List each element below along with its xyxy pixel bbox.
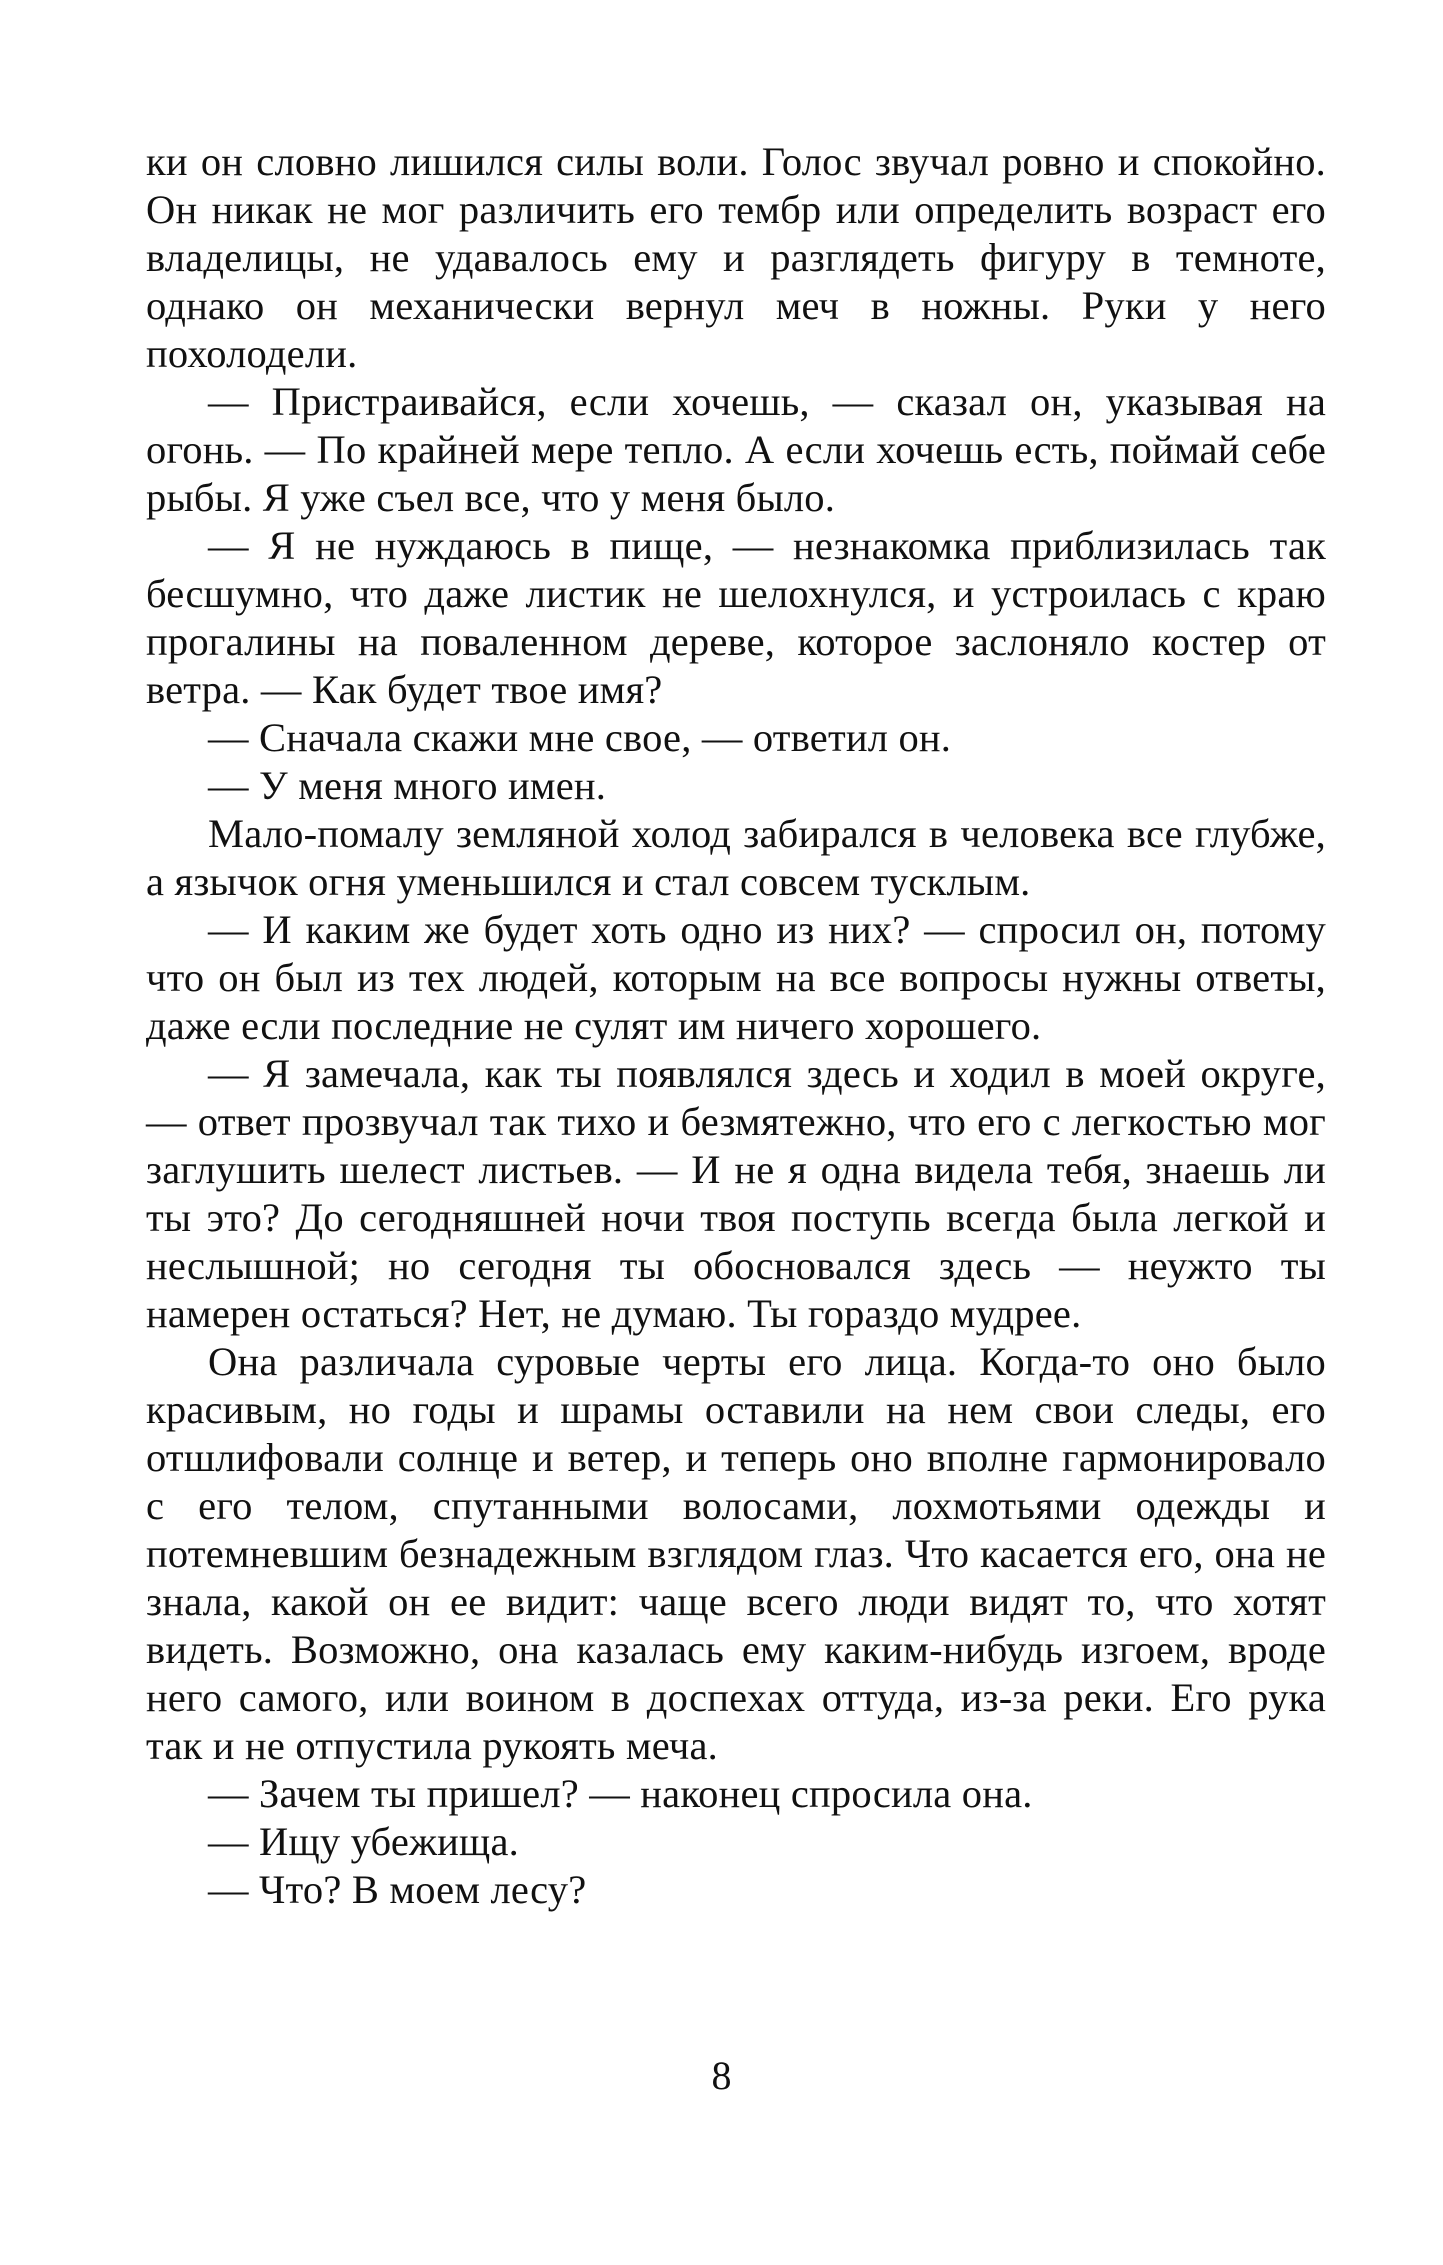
page-body-text [146, 138, 1326, 1914]
paragraph: Она различала суровые черты его лица. Когда-то оно было красивым, но годы и шрамы оставили на нем свои следы, его отшлифовали солнце и ветер, и теперь оно вполне гармонировало с его телом, спутанными волосами, лохмотьями одежды и потемневшим безнадежным взглядом глаз. Что касается его, она не знала, какой он ее видит: чаще всего люди видят то, что хотят видеть. Возможно, она казалась ему каким-нибудь изгоем, вроде него самого, или воином в доспехах оттуда, из-за реки. Его рука так и не отпустила рукоять меча. [146, 1339, 1326, 1768]
paragraph: — Зачем ты пришел? — наконец спросила она. [208, 1771, 1033, 1816]
paragraph: — Что? В моем лесу? [208, 1867, 587, 1912]
paragraph: — Пристраивайся, если хочешь, — сказал он, указывая на огонь. — По крайней мере тепло. А если хочешь есть, поймай себе рыбы. Я уже съел все, что у меня было. [146, 379, 1326, 520]
paragraph: — У меня много имен. [208, 763, 607, 808]
page-number: 8 [711, 2053, 732, 2098]
paragraph: — И каким же будет хоть одно из них? — спросил он, потому что он был из тех людей, которым на все вопросы нужны ответы, даже если последние не сулят им ничего хорошего. [146, 907, 1326, 1048]
paragraph: ки он словно лишился силы воли. Голос звучал ровно и спокойно. Он никак не мог различить его тембр или определить возраст его владелицы, не удавалось ему и разглядеть фигуру в темноте, однако он механически вернул меч в ножны. Руки у него похолодели. [146, 139, 1326, 376]
paragraph: — Сначала скажи мне свое, — ответил он. [208, 715, 952, 760]
paragraph: — Я замечала, как ты появлялся здесь и ходил в моей округе, — ответ прозвучал так тихо и безмятежно, что его с легкостью мог заглушить шелест листьев. — И не я одна видела тебя, знаешь ли ты это? До сегодняшней ночи твоя поступь всегда была легкой и неслышной; но сегодня ты обосновался здесь — неужто ты намерен остаться? Нет, не думаю. Ты гораздо мудрее. [146, 1051, 1326, 1336]
paragraph: — Ищу убежища. [208, 1819, 519, 1864]
paragraph: Мало-помалу земляной холод забирался в человека все глубже, а язычок огня уменьшился и стал совсем тусклым. [146, 811, 1326, 904]
paragraph: — Я не нуждаюсь в пище, — незнакомка приблизилась так бесшумно, что даже листик не шелохнулся, и устроилась с краю прогалины на поваленном дереве, которое заслоняло костер от ветра. — Как будет твое имя? [146, 523, 1326, 712]
